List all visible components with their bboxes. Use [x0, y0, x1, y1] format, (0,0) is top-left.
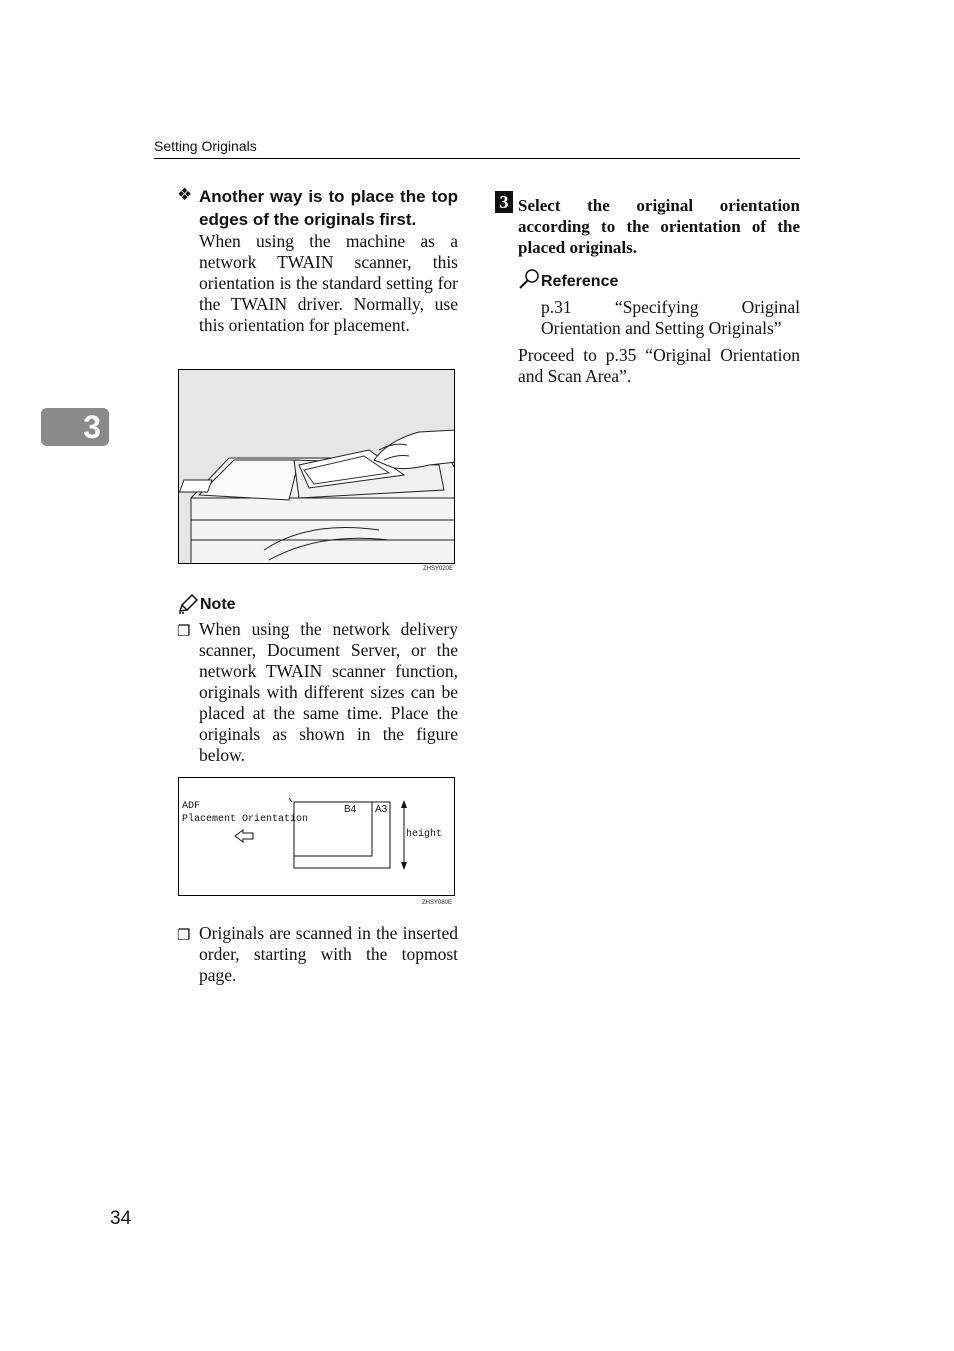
- a3-label: A3: [375, 804, 388, 815]
- checkbox-bullet-icon: ❐: [177, 624, 191, 640]
- header-rule: [154, 158, 800, 159]
- note-title: Note: [200, 596, 236, 613]
- note-item: Originals are scanned in the inserted order, starting with the topmost page.: [199, 923, 458, 985]
- chapter-number: 3: [83, 409, 101, 445]
- scanner-illustration-svg: [179, 370, 455, 564]
- height-label: height: [406, 829, 443, 840]
- mixed-size-diagram: [178, 777, 455, 896]
- section-body: When using the machine as a network TWAIN scanner, this orientation is the standard setting for the TWAIN driver. Normally, use this orientation for placement.: [199, 231, 458, 335]
- figure-code: ZHSY080E: [422, 900, 453, 906]
- reference-title: Reference: [541, 273, 619, 290]
- note-item: When using the network delivery scanner, Document Server, or the network TWAIN scanner function, originals with different sizes can be placed at the same time. Place the originals as shown in the figure below.: [199, 619, 458, 765]
- diamond-bullet-icon: ❖: [177, 185, 193, 204]
- adf-label: ADF: [182, 801, 201, 812]
- checkbox-bullet-icon: ❐: [177, 928, 191, 944]
- section-heading: Another way is to place the top edges of the originals first.: [199, 187, 458, 229]
- magnifier-icon: [518, 268, 540, 295]
- b4-label: B4: [344, 804, 357, 815]
- placement-orientation-label: Placement Orientation: [182, 814, 309, 825]
- scanner-placement-illustration: [178, 369, 455, 564]
- pencil-icon: [177, 594, 199, 619]
- running-header: Setting Originals: [154, 138, 257, 154]
- page-number: 34: [110, 1208, 132, 1229]
- step-text: Select the original orientation according to the orientation of the placed originals.: [518, 196, 800, 257]
- proceed-text: Proceed to p.35 “Original Orientation and Scan Area”.: [518, 345, 800, 386]
- step-number: 3: [495, 191, 513, 213]
- reference-body: p.31 “Specifying Original Orientation and Setting Originals”: [541, 297, 800, 338]
- chapter-tab: [41, 408, 109, 446]
- figure-code: ZHSY020E: [423, 566, 454, 572]
